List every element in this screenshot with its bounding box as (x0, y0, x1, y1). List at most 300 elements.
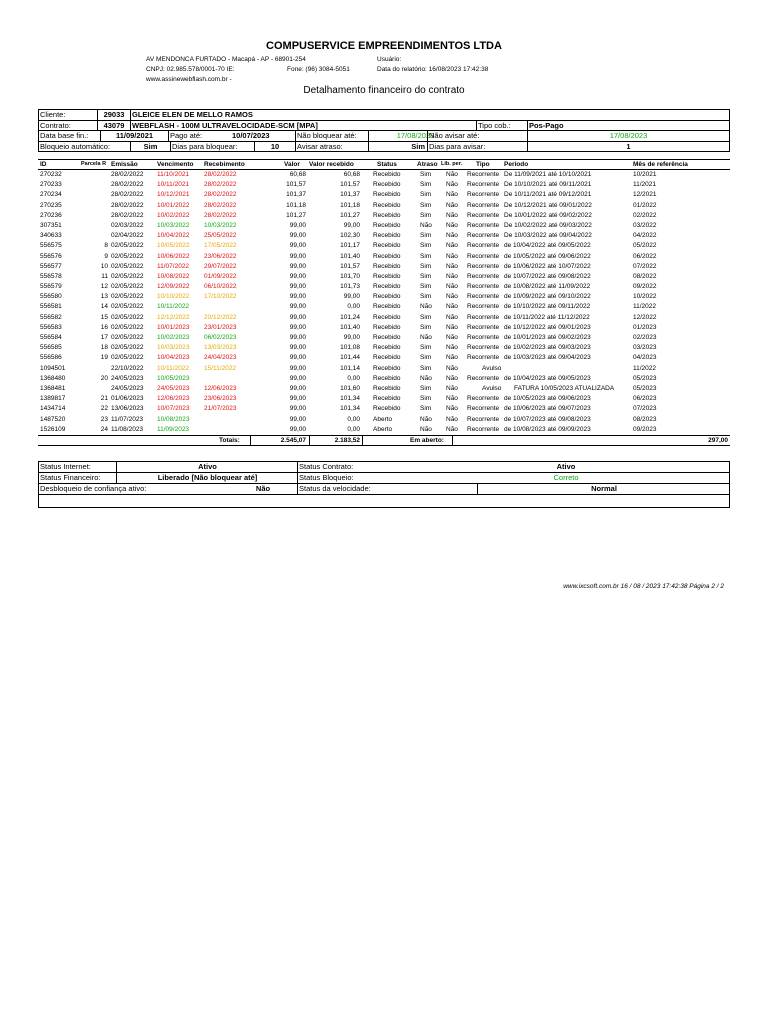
cell-tipo: Recorrente (467, 232, 500, 240)
cell-tipo: Recorrente (467, 211, 500, 219)
no-warn-label: Não avisar até: (427, 131, 527, 141)
info-row-block (38, 141, 730, 153)
cell-parcela: 17 (100, 334, 108, 341)
cell-id: 556581 (40, 303, 62, 311)
cell-mes: 11/2022 (633, 364, 657, 372)
trust-unblock-label: Desbloqueio de confiança ativo: (38, 484, 228, 494)
cell-tipo: Recorrente (467, 242, 500, 250)
cell-valor: 99,00 (289, 283, 306, 291)
status-block (38, 461, 730, 508)
cell-lib-per: Não (446, 313, 458, 321)
cell-emissao: 24/05/2023 (111, 384, 144, 392)
cell-atraso: Sim (420, 252, 432, 260)
cell-periodo: De 10/02/2022 até 09/03/2022 (504, 221, 592, 229)
cell-id: 1368480 (40, 374, 66, 382)
cell-valor-recebido: 0,00 (347, 415, 360, 423)
cell-recebimento: 13/03/2023 (204, 344, 237, 352)
cell-valor-recebido: 101,57 (340, 262, 360, 270)
cell-status: Recebido (373, 374, 401, 382)
cell-mes: 07/2023 (633, 405, 657, 413)
cell-emissao: 02/05/2022 (111, 323, 144, 331)
cell-vencimento: 12/09/2022 (157, 283, 190, 291)
cell-lib-per: Não (446, 181, 458, 189)
cell-parcela: 10 (100, 262, 108, 270)
cell-status: Recebido (373, 201, 401, 209)
speed-status: Normal (477, 484, 730, 494)
cell-periodo: de 10/05/2023 até 09/06/2023 (504, 395, 591, 403)
cell-lib-per: Não (446, 293, 458, 301)
cell-atraso: Sim (420, 323, 432, 331)
cell-lib-per: Não (446, 344, 458, 352)
status-row-2 (38, 472, 730, 483)
cell-mes: 02/2022 (633, 211, 657, 219)
col-periodo: Período (504, 161, 529, 168)
cell-vencimento: 10/11/2021 (157, 181, 190, 189)
cell-tipo: Recorrente (467, 221, 500, 229)
cell-valor: 101,27 (286, 211, 306, 219)
client-name: GLEICE ELEN DE MELLO RAMOS (130, 110, 730, 120)
cell-periodo: de 10/06/2022 até 10/07/2022 (504, 262, 591, 270)
col-valor: Valor (284, 161, 300, 168)
col-id: ID (40, 161, 47, 168)
col-lib-per: Lib. per. (441, 161, 463, 167)
cell-recebimento: 06/02/2023 (204, 334, 237, 341)
cell-status: Recebido (373, 405, 401, 413)
table-row (38, 323, 730, 333)
cell-lib-per: Não (446, 262, 458, 270)
cell-valor: 99,00 (289, 323, 306, 331)
cell-atraso: Sim (420, 201, 432, 209)
user-label: Usuário: (377, 56, 402, 63)
cell-vencimento: 11/10/2021 (157, 171, 190, 178)
col-atraso: Atraso (417, 161, 438, 168)
cell-emissao: 02/05/2022 (111, 344, 144, 352)
company-name: COMPUSERVICE EMPREENDIMENTOS LTDA (266, 40, 502, 52)
cell-valor-recebido: 99,00 (343, 293, 360, 301)
cell-mes: 05/2022 (633, 242, 657, 250)
cell-id: 556579 (40, 283, 62, 291)
cell-vencimento: 10/08/2023 (157, 415, 190, 423)
cell-emissao: 02/05/2022 (111, 272, 144, 280)
table-row (38, 394, 730, 404)
cell-periodo: De 10/03/2022 até 09/04/2022 (504, 232, 592, 240)
cell-valor-recebido: 0,00 (347, 303, 360, 311)
cell-tipo: Avulso (482, 384, 502, 392)
auto-block-label: Bloqueio automático: (38, 142, 130, 152)
cell-vencimento: 10/01/2023 (157, 323, 190, 331)
block-status-label: Status Bloqueio: (297, 473, 402, 483)
cell-status: Recebido (373, 211, 401, 219)
cell-id: 340633 (40, 232, 62, 240)
cell-periodo: de 10/01/2023 até 09/02/2023 (504, 334, 591, 341)
table-row (38, 292, 730, 302)
cell-parcela: 8 (104, 242, 108, 250)
cell-emissao: 02/05/2022 (111, 334, 144, 341)
cell-parcela: 15 (100, 313, 108, 321)
cell-mes: 11/2021 (633, 181, 657, 189)
cell-atraso: Sim (420, 181, 432, 189)
cell-vencimento: 11/09/2023 (157, 425, 190, 433)
cell-tipo: Recorrente (467, 201, 500, 209)
cell-valor: 99,00 (289, 384, 306, 392)
cell-emissao: 28/02/2022 (111, 201, 144, 209)
cell-valor-recebido: 99,00 (343, 334, 360, 341)
cell-status: Aberto (373, 425, 393, 433)
cell-periodo: De 10/11/2021 até 09/12/2021 (504, 191, 592, 199)
cell-status: Recebido (373, 283, 401, 291)
cell-recebimento: 20/12/2022 (204, 313, 237, 321)
cell-status: Recebido (373, 262, 401, 270)
contract-label: Contrato: (38, 121, 97, 131)
cell-valor-recebido: 101,70 (340, 272, 360, 280)
table-row (38, 333, 730, 343)
cell-id: 270233 (40, 181, 62, 189)
cell-valor: 99,00 (289, 293, 306, 301)
contract-status-label: Status Contrato: (297, 462, 478, 472)
cell-valor-recebido: 101,17 (340, 242, 360, 250)
cell-tipo: Recorrente (467, 252, 500, 260)
cell-status: Recebido (373, 313, 401, 321)
cell-tipo: Recorrente (467, 323, 500, 331)
cell-periodo: de 10/04/2023 até 09/05/2023 (504, 374, 591, 382)
table-row (38, 201, 730, 211)
cell-lib-per: Não (446, 405, 458, 413)
cell-atraso: Não (420, 303, 432, 311)
cell-valor: 99,00 (289, 252, 306, 260)
cell-id: 556578 (40, 272, 62, 280)
company-address: AV MENDONCA FURTADO - Macapá - AP - 68901-254 (146, 56, 306, 63)
cell-parcela: 9 (104, 252, 108, 260)
cell-tipo: Recorrente (467, 293, 500, 301)
cell-parcela: 11 (101, 272, 108, 280)
totals-valor: 2.545,07 (280, 436, 306, 444)
billing-type-label: Tipo cob.: (476, 121, 527, 131)
cell-lib-per: Não (446, 334, 458, 341)
table-row (38, 404, 730, 414)
cell-periodo: de 10/07/2022 até 09/08/2022 (504, 272, 591, 280)
cell-vencimento: 10/08/2022 (157, 272, 190, 280)
cell-mes: 05/2023 (633, 384, 657, 392)
cell-valor-recebido: 101,18 (340, 201, 360, 209)
cell-periodo: de 10/08/2022 até 11/09/2022 (504, 283, 591, 291)
cell-valor-recebido: 101,60 (340, 384, 360, 392)
cell-tipo: Avulso (482, 364, 502, 372)
cell-emissao: 02/05/2022 (111, 252, 144, 260)
cell-valor: 99,00 (289, 374, 306, 382)
cell-lib-per: Não (446, 384, 458, 392)
table-row (38, 252, 730, 262)
cell-atraso: Sim (420, 354, 432, 362)
cell-status: Recebido (373, 252, 401, 260)
cell-atraso: Não (420, 221, 432, 229)
warn-days: 1 (527, 142, 730, 152)
col-tipo: Tipo (476, 161, 490, 168)
cell-lib-per: Não (446, 374, 458, 382)
cell-mes: 09/2022 (633, 283, 657, 291)
cell-lib-per: Não (446, 252, 458, 260)
cell-tipo: Recorrente (467, 303, 500, 311)
table-row (38, 241, 730, 251)
cell-status: Recebido (373, 395, 401, 403)
cell-valor: 99,00 (289, 405, 306, 413)
cell-tipo: Recorrente (467, 171, 500, 178)
warn-delay: Sim (368, 142, 427, 152)
cell-valor: 99,00 (289, 354, 306, 362)
info-row-dates (38, 130, 730, 141)
cell-vencimento: 10/05/2022 (157, 242, 190, 250)
cell-status: Recebido (373, 344, 401, 352)
cell-periodo: De 10/10/2021 até 09/11/2021 (504, 181, 592, 189)
cell-valor-recebido: 101,34 (340, 395, 360, 403)
empty-cell (38, 495, 730, 507)
cell-mes: 02/2023 (633, 334, 657, 341)
cell-id: 556585 (40, 344, 62, 352)
cell-emissao: 28/02/2022 (111, 181, 144, 189)
cell-mes: 10/2022 (633, 293, 657, 301)
table-row (38, 272, 730, 282)
cell-valor: 99,00 (289, 344, 306, 352)
cell-id: 270232 (40, 171, 62, 178)
cell-parcela: 16 (100, 323, 108, 331)
cell-valor: 99,00 (289, 262, 306, 270)
company-phone: Fone: (96) 3084-5051 (287, 66, 350, 73)
table-row (38, 170, 730, 180)
cell-vencimento: 10/04/2023 (157, 354, 190, 362)
cell-recebimento: 28/02/2022 (204, 191, 237, 199)
cell-emissao: 02/05/2022 (111, 313, 144, 321)
cell-status: Recebido (373, 354, 401, 362)
cell-valor: 99,00 (289, 303, 306, 311)
cell-mes: 12/2021 (633, 191, 657, 199)
cell-emissao: 28/02/2022 (111, 171, 144, 178)
cell-id: 1389817 (40, 395, 66, 403)
cell-status: Recebido (373, 232, 401, 240)
page-title: Detalhamento financeiro do contrato (303, 85, 465, 96)
cell-valor: 99,00 (289, 242, 306, 250)
cell-atraso: Sim (420, 313, 432, 321)
cell-mes: 06/2022 (633, 252, 657, 260)
cell-emissao: 01/06/2023 (111, 395, 144, 403)
cell-emissao: 11/07/2023 (111, 415, 144, 423)
col-mes: Mês de referência (633, 161, 688, 168)
cell-mes: 06/2023 (633, 395, 657, 403)
cell-valor: 99,00 (289, 395, 306, 403)
cell-parcela: 13 (100, 293, 108, 301)
cell-atraso: Não (420, 415, 432, 423)
contract-status: Ativo (402, 462, 730, 472)
cell-mes: 05/2023 (633, 374, 657, 382)
cell-valor-recebido: 101,40 (340, 323, 360, 331)
cell-tipo: Recorrente (467, 354, 500, 362)
cell-status: Recebido (373, 384, 401, 392)
cell-recebimento: 12/06/2023 (204, 384, 237, 392)
table-row (38, 384, 730, 394)
cell-atraso: Não (420, 425, 432, 433)
cell-recebimento: 15/11/2022 (204, 364, 237, 372)
cell-tipo: Recorrente (467, 262, 500, 270)
cell-lib-per: Não (446, 425, 458, 433)
table-row (38, 221, 730, 231)
cell-id: 270235 (40, 201, 62, 209)
cell-mes: 08/2022 (633, 272, 657, 280)
cell-id: 307351 (40, 221, 62, 229)
status-row-3 (38, 483, 730, 494)
table-row (38, 262, 730, 272)
status-row-1 (38, 461, 730, 472)
cell-lib-per: Não (446, 303, 458, 311)
cell-valor: 99,00 (289, 415, 306, 423)
cell-atraso: Sim (420, 384, 432, 392)
cell-periodo: de 10/12/2022 até 09/01/2023 (504, 323, 591, 331)
cell-valor: 99,00 (289, 313, 306, 321)
cell-emissao: 28/02/2022 (111, 191, 144, 199)
cell-mes: 01/2022 (633, 201, 657, 209)
cell-tipo: Recorrente (467, 405, 500, 413)
table-row (38, 211, 730, 221)
cell-parcela: 12 (100, 283, 108, 291)
table-row (38, 374, 730, 384)
table-body (38, 170, 730, 435)
cell-vencimento: 24/05/2023 (157, 384, 190, 392)
col-valor-recebido: Valor recebido (309, 161, 354, 168)
cell-atraso: Sim (420, 262, 432, 270)
cell-id: 556584 (40, 334, 62, 341)
cell-lib-per: Não (446, 242, 458, 250)
table-row (38, 282, 730, 292)
cell-tipo: Recorrente (467, 313, 500, 321)
cell-status: Recebido (373, 272, 401, 280)
cell-tipo: Recorrente (467, 191, 500, 199)
cell-id: 556582 (40, 313, 62, 321)
company-cnpj: CNPJ: 02.985.578/0001-70 IE: (146, 66, 235, 73)
cell-status: Recebido (373, 334, 401, 341)
totals-row (38, 435, 730, 446)
cell-mes: 09/2023 (633, 425, 657, 433)
cell-periodo: de 10/05/2022 até 09/06/2022 (504, 252, 591, 260)
cell-periodo: de 10/04/2022 até 09/05/2022 (504, 242, 591, 250)
cell-parcela: 22 (100, 405, 108, 413)
cell-lib-per: Não (446, 191, 458, 199)
cell-tipo: Recorrente (467, 344, 500, 352)
cell-parcela: 18 (100, 344, 108, 352)
cell-id: 556583 (40, 323, 62, 331)
cell-valor-recebido: 101,27 (340, 211, 360, 219)
cell-id: 556576 (40, 252, 62, 260)
cell-emissao: 28/02/2022 (111, 211, 144, 219)
cell-atraso: Não (420, 334, 432, 341)
cell-id: 556586 (40, 354, 62, 362)
cell-valor-recebido: 101,24 (340, 313, 360, 321)
cell-atraso: Sim (420, 283, 432, 291)
cell-lib-per: Não (446, 272, 458, 280)
cell-valor-recebido: 60,68 (343, 171, 360, 178)
info-row-contract (38, 120, 730, 131)
cell-recebimento: 06/10/2022 (204, 283, 237, 291)
cell-tipo: Recorrente (467, 395, 500, 403)
cell-tipo: Recorrente (467, 334, 500, 341)
cell-id: 556575 (40, 242, 62, 250)
cell-atraso: Sim (420, 344, 432, 352)
table-row (38, 180, 730, 190)
cell-periodo: de 10/08/2023 até 09/09/2023 (504, 425, 591, 433)
table-row (38, 302, 730, 312)
cell-emissao: 22/10/2022 (111, 364, 144, 372)
cell-vencimento: 12/12/2022 (157, 313, 190, 321)
cell-valor: 99,00 (289, 425, 306, 433)
internet-status-label: Status Internet: (38, 462, 116, 472)
cell-valor: 99,00 (289, 364, 306, 372)
cell-lib-per: Não (446, 283, 458, 291)
cell-recebimento: 01/09/2022 (204, 272, 237, 280)
cell-id: 556577 (40, 262, 62, 270)
cell-tipo: Recorrente (467, 374, 500, 382)
table-header (38, 159, 730, 170)
cell-tipo: Recorrente (467, 181, 500, 189)
cell-recebimento: 25/05/2022 (204, 232, 237, 240)
cell-valor-recebido: 99,00 (343, 221, 360, 229)
cell-mes: 07/2022 (633, 262, 657, 270)
cell-lib-per: Não (446, 415, 458, 423)
cell-atraso: Sim (420, 191, 432, 199)
cell-emissao: 02/03/2022 (111, 221, 144, 229)
cell-valor-recebido: 101,73 (340, 283, 360, 291)
cell-valor-recebido: 102,30 (340, 232, 360, 240)
trust-unblock: Não (255, 484, 271, 493)
no-block-label: Não bloquear até: (295, 131, 368, 141)
cell-id: 270234 (40, 191, 62, 199)
cell-atraso: Sim (420, 232, 432, 240)
cell-parcela: 24 (100, 425, 108, 433)
cell-atraso: Sim (420, 395, 432, 403)
info-row-client (38, 109, 730, 120)
cell-status: Recebido (373, 181, 401, 189)
cell-vencimento: 10/04/2022 (157, 232, 190, 240)
table-row (38, 415, 730, 425)
cell-status: Recebido (373, 323, 401, 331)
block-days: 10 (254, 142, 295, 152)
totals-label: Totais: (219, 436, 240, 444)
cell-valor-recebido: 101,57 (340, 181, 360, 189)
paid-until: 10/07/2023 (232, 131, 270, 140)
cell-valor-recebido: 101,37 (340, 191, 360, 199)
cell-vencimento: 10/10/2022 (157, 293, 190, 301)
paid-until-label: Pago até: (168, 131, 270, 141)
table-row (38, 343, 730, 353)
cell-mes: 04/2023 (633, 354, 657, 362)
client-id: 29033 (97, 110, 130, 120)
table-row (38, 313, 730, 323)
cell-mes: 03/2022 (633, 221, 657, 229)
cell-lib-per: Não (446, 323, 458, 331)
financial-status: Liberado [Não bloquear até] (116, 473, 297, 483)
cell-tipo: Recorrente (467, 283, 500, 291)
cell-parcela: 23 (100, 415, 108, 423)
cell-valor: 99,00 (289, 232, 306, 240)
cell-vencimento: 10/02/2022 (157, 211, 190, 219)
cell-emissao: 02/04/2022 (111, 232, 144, 240)
cell-emissao: 02/05/2022 (111, 242, 144, 250)
base-date: 11/09/2021 (100, 131, 168, 141)
financial-table (38, 159, 730, 446)
cell-valor-recebido: 101,40 (340, 252, 360, 260)
cell-atraso: Sim (420, 364, 432, 372)
speed-status-label: Status da velocidade: (297, 484, 477, 494)
cell-mes: 01/2023 (633, 323, 657, 331)
col-parcela: Parcela R (81, 161, 107, 167)
cell-mes: 04/2022 (633, 232, 657, 240)
warn-days-label: Dias para avisar: (427, 142, 527, 152)
col-status: Status (377, 161, 397, 168)
